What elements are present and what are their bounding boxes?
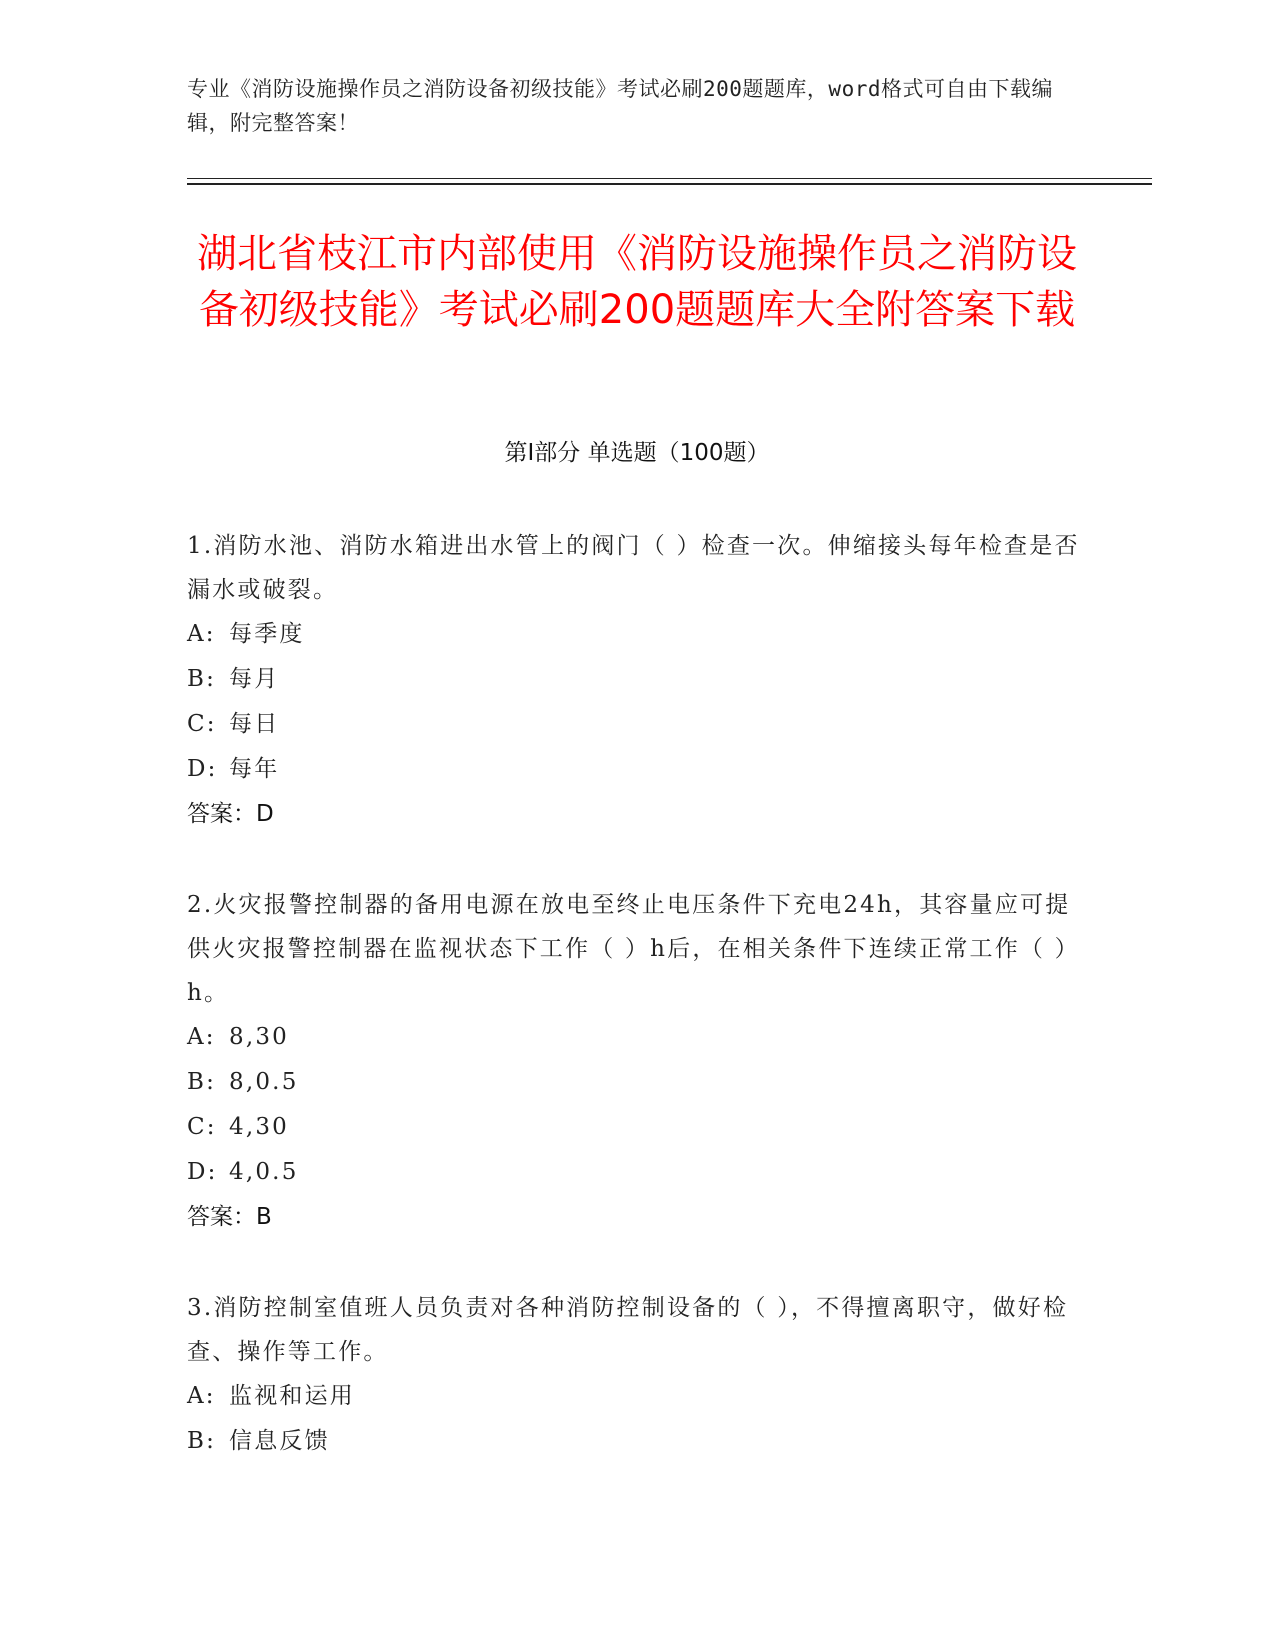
option-b: [187, 657, 1087, 702]
section-heading: 第Ⅰ部分 单选题（100题）: [504, 440, 770, 466]
option-d: [187, 747, 1087, 792]
option-a: [187, 1374, 1087, 1419]
option-key: C:: [187, 711, 217, 737]
option-key: B:: [187, 1428, 217, 1454]
option-c: [187, 702, 1087, 747]
option-key: B:: [187, 1069, 217, 1095]
option-a: [187, 1015, 1087, 1060]
option-key: C:: [187, 1114, 217, 1140]
option-key: D:: [187, 756, 218, 782]
question-2: [187, 883, 1087, 1240]
option-text: 每季度: [229, 621, 305, 647]
header-note: 专业《消防设施操作员之消防设备初级技能》考试必刷200题题库，word格式可自由下载编辑，附完整答案！: [187, 77, 1053, 135]
option-text: 信息反馈: [229, 1428, 330, 1454]
option-b: [187, 1060, 1087, 1105]
option-d: [187, 1150, 1087, 1195]
option-key: A:: [187, 621, 216, 647]
option-text: 监视和运用: [229, 1383, 355, 1409]
option-key: A:: [187, 1024, 216, 1050]
header-divider-thick: [187, 183, 1152, 185]
option-c: [187, 1105, 1087, 1150]
option-text: 每月: [229, 666, 280, 692]
option-key: D:: [187, 1159, 218, 1185]
option-text: 每日: [229, 711, 280, 737]
option-key: A:: [187, 1383, 216, 1409]
option-b: [187, 1419, 1087, 1464]
question-1: [187, 524, 1087, 837]
question-stem: 1.消防水池、消防水箱进出水管上的阀门（ ）检查一次。伸缩接头每年检查是否漏水或破裂。: [187, 533, 1080, 603]
option-text: 8,0.5: [229, 1069, 299, 1095]
question-stem: 3.消防控制室值班人员负责对各种消防控制设备的（ ），不得擅离职守，做好检查、操作等工作。: [187, 1295, 1069, 1365]
option-text: 8,30: [229, 1024, 290, 1050]
header-divider-thin: [187, 178, 1152, 179]
option-a: [187, 612, 1087, 657]
question-stem: 2.火灾报警控制器的备用电源在放电至终止电压条件下充电24h，其容量应可提供火灾报警控制器在监视状态下工作（ ）h后，在相关条件下连续正常工作（ ）h。: [187, 892, 1080, 1006]
document-title: 湖北省枝江市内部使用《消防设施操作员之消防设备初级技能》考试必刷200题题库大全附答案下载: [197, 231, 1077, 333]
answer-line: 答案：D: [187, 801, 274, 827]
option-text: 每年: [229, 756, 280, 782]
option-text: 4,0.5: [229, 1159, 299, 1185]
answer-line: 答案：B: [187, 1204, 272, 1230]
option-key: B:: [187, 666, 217, 692]
option-text: 4,30: [229, 1114, 290, 1140]
question-list: [187, 524, 1087, 1510]
question-3: [187, 1286, 1087, 1464]
